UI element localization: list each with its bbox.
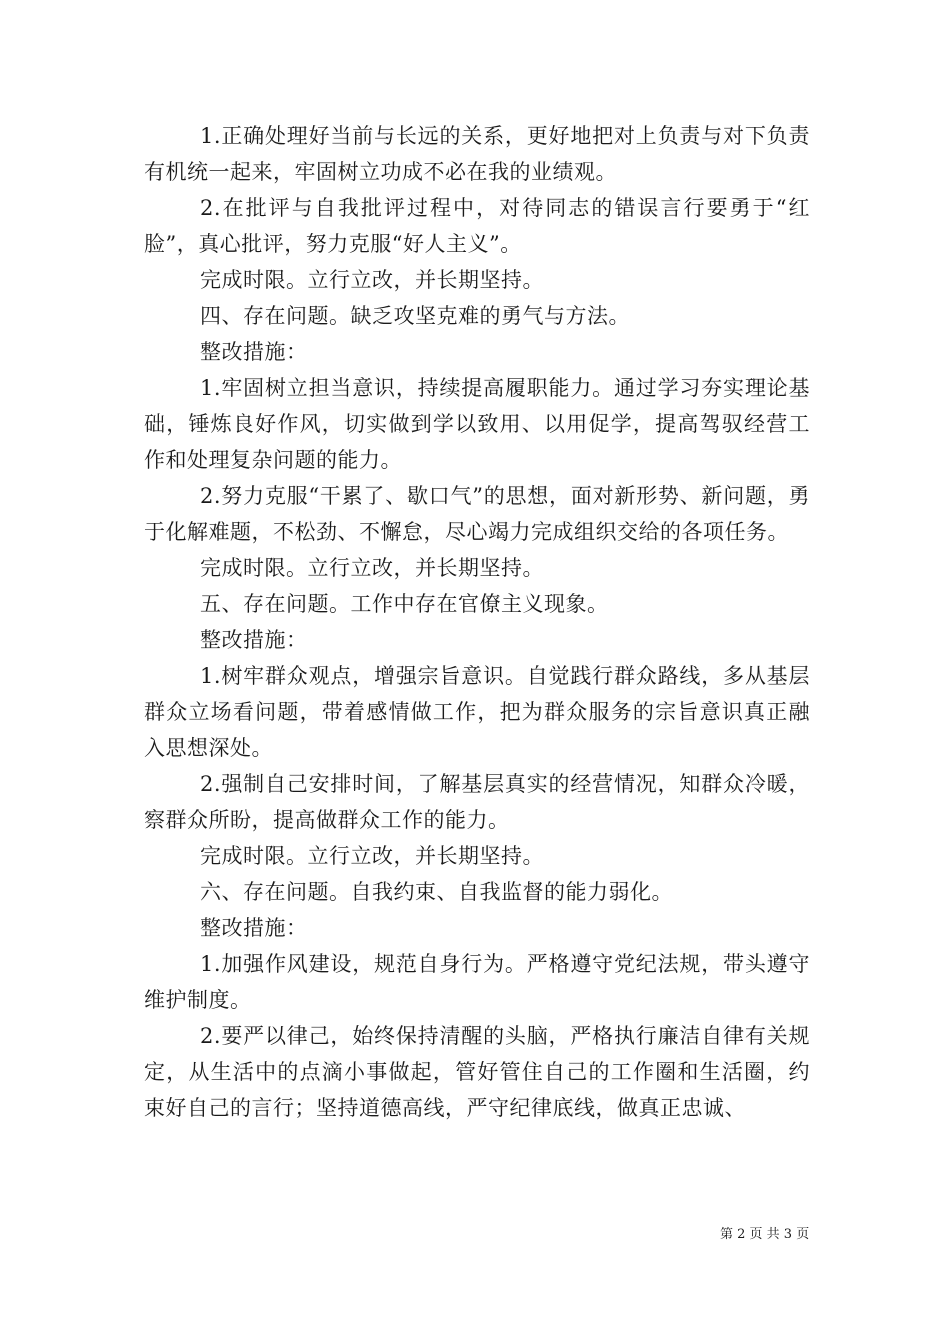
measures-label: 整改措施： xyxy=(200,628,308,652)
paragraph: 2.在批评与自我批评过程中，对待同志的错误言行要勇于“红脸”，真心批评，努力克服“好人主义”。 xyxy=(144,196,810,256)
paragraph: 1.正确处理好当前与长远的关系，更好地把对上负责与对下负责有机统一起来，牢固树立功成不必在我的业绩观。 xyxy=(144,124,810,184)
paragraph: 1.树牢群众观点，增强宗旨意识。自觉践行群众路线，多从基层群众立场看问题，带着感情做工作，把为群众服务的宗旨意识真正融入思想深处。 xyxy=(144,664,810,760)
paragraph: 完成时限。立行立改，并长期坚持。 xyxy=(200,844,544,868)
page-number: 第 2 页 共 3 页 xyxy=(720,1227,810,1242)
paragraph: 2.要严以律己，始终保持清醒的头脑，严格执行廉洁自律有关规定，从生活中的点滴小事做起，管好管住自己的工作圈和生活圈，约束好自己的言行；坚持道德高线，严守纪律底线，做真正忠诚、 xyxy=(144,1024,810,1120)
document-body xyxy=(144,118,810,1126)
paragraph: 1.加强作风建设，规范自身行为。严格遵守党纪法规，带头遵守维护制度。 xyxy=(144,952,810,1012)
measures-label: 整改措施： xyxy=(200,916,308,940)
section-heading: 五、存在问题。工作中存在官僚主义现象。 xyxy=(200,592,609,616)
paragraph: 2.努力克服“干累了、歇口气”的思想，面对新形势、新问题，勇于化解难题，不松劲、不懈怠，尽心竭力完成组织交给的各项任务。 xyxy=(144,484,810,544)
paragraph: 完成时限。立行立改，并长期坚持。 xyxy=(200,556,544,580)
paragraph: 完成时限。立行立改，并长期坚持。 xyxy=(200,268,544,292)
section-heading: 六、存在问题。自我约束、自我监督的能力弱化。 xyxy=(200,880,673,904)
measures-label: 整改措施： xyxy=(200,340,308,364)
paragraph: 1.牢固树立担当意识，持续提高履职能力。通过学习夯实理论基础，锤炼良好作风，切实做到学以致用、以用促学，提高驾驭经营工作和处理复杂问题的能力。 xyxy=(144,376,810,472)
section-heading: 四、存在问题。缺乏攻坚克难的勇气与方法。 xyxy=(200,304,630,328)
paragraph: 2.强制自己安排时间，了解基层真实的经营情况，知群众冷暖，察群众所盼，提高做群众工作的能力。 xyxy=(144,772,810,832)
